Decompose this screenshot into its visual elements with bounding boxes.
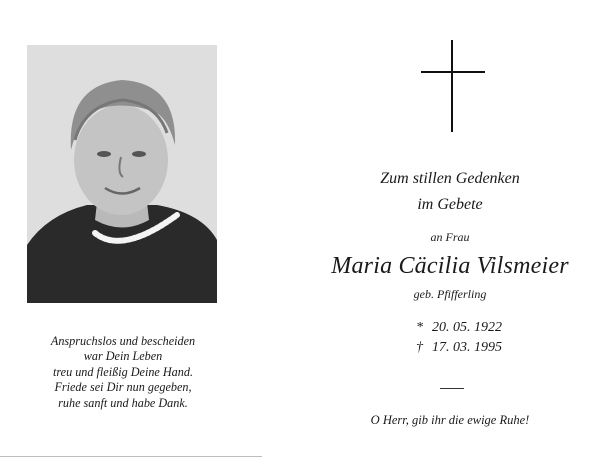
death-symbol: † — [416, 340, 423, 355]
salutation: an Frau — [430, 230, 470, 244]
poem — [20, 334, 226, 411]
portrait-photo — [27, 45, 217, 303]
birth-date: 20. 05. 1922 — [432, 320, 502, 335]
memorial-heading: Zum stillen Gedenken — [380, 170, 520, 187]
separator-line — [440, 388, 464, 389]
right-panel — [300, 0, 600, 470]
left-panel — [0, 0, 250, 470]
deceased-name: Maria Cäcilia Vilsmeier — [331, 253, 569, 279]
prayer: O Herr, gib ihr die ewige Ruhe! — [370, 413, 530, 427]
poem-line: treu und fleißig Deine Hand. — [52, 364, 194, 379]
memorial-subheading: im Gebete — [417, 196, 483, 213]
portrait-image — [27, 45, 217, 303]
poem-line: Friede sei Dir nun gegeben, — [54, 380, 192, 395]
death-date-row — [416, 338, 502, 358]
poem-line: war Dein Leben — [83, 349, 163, 364]
poem-line: ruhe sanft und habe Dank. — [58, 395, 188, 410]
birth-date-row — [416, 318, 502, 338]
death-date: 17. 03. 1995 — [432, 340, 502, 355]
maiden-name: geb. Pfifferling — [413, 287, 487, 301]
cross-icon — [421, 40, 485, 132]
poem-line: Anspruchslos und bescheiden — [50, 334, 196, 348]
bottom-divider — [0, 456, 262, 457]
birth-symbol: * — [416, 320, 423, 335]
life-dates — [416, 318, 502, 358]
